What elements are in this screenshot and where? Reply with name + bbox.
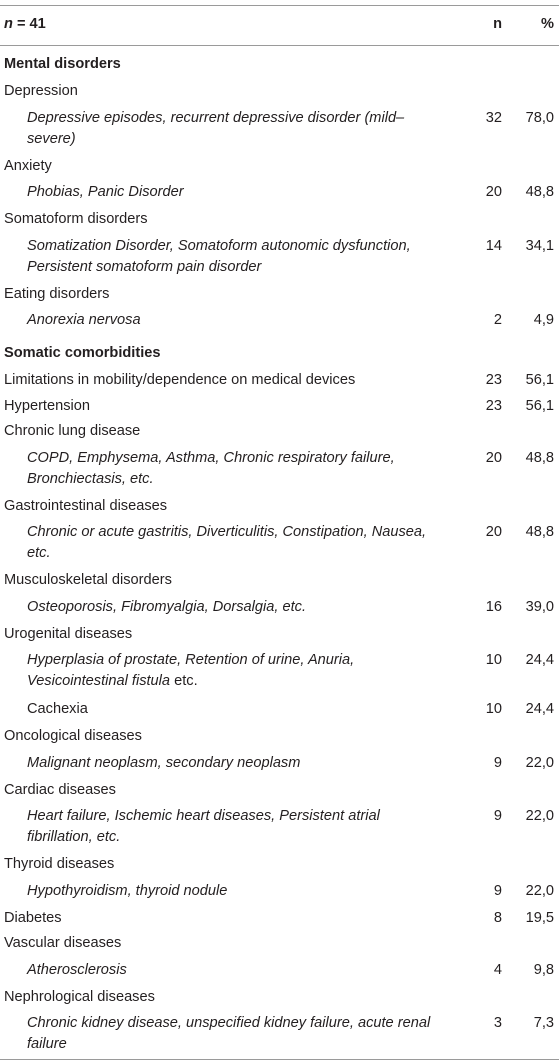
row-label-text: Limitations in mobility/dependence on medical devices: [4, 372, 356, 388]
row-pct: [502, 568, 559, 594]
row-label: [0, 985, 452, 1011]
header-col-n: n: [493, 16, 502, 32]
header-n-value: = 41: [16, 16, 46, 32]
row-n: [452, 154, 502, 180]
row-pct: [502, 207, 559, 233]
row-label-text: Hyperplasia of prostate, Retention of urine, Anuria, Vesicointestinal fistula: [27, 652, 355, 689]
row-label-text: Phobias, Panic Disorder: [27, 184, 184, 200]
row-label-text: Heart failure, Ischemic heart diseases, Persistent atrial fibrillation, etc.: [27, 808, 380, 845]
row-pct: 78,0: [525, 109, 554, 126]
category-row: [0, 154, 559, 180]
row-label-text: Malignant neoplasm, secondary neoplasm: [27, 754, 301, 771]
category-row: [0, 906, 559, 932]
row-label: [0, 647, 452, 696]
row-n: 10: [485, 652, 502, 668]
category-row: [0, 778, 559, 804]
item-row: [0, 233, 559, 282]
row-pct: [502, 494, 559, 520]
row-n: 9: [493, 754, 502, 771]
row-n: [452, 724, 502, 750]
row-n: [452, 568, 502, 594]
row-label: [0, 282, 452, 308]
row-label-text: Somatization Disorder, Somatoform autonomic dysfunction, Persistent somatoform pain disorder: [27, 237, 411, 275]
category-row: [0, 985, 559, 1011]
row-label-text: Somatoform disorders: [4, 211, 148, 227]
row-label-text: Hypertension: [4, 397, 90, 414]
row-label: [0, 906, 452, 932]
row-pct: 48,8: [525, 184, 554, 200]
row-n: 14: [485, 237, 502, 254]
row-pct: 48,8: [525, 524, 554, 540]
row-label: [0, 878, 452, 906]
row-n: 4: [493, 961, 502, 978]
header-n-var: n: [4, 16, 13, 32]
item-row: [0, 957, 559, 985]
row-pct: 48,8: [525, 449, 554, 466]
row-pct: [502, 724, 559, 750]
header-sample-size: [0, 6, 452, 46]
row-label: [0, 419, 452, 445]
row-label: [0, 519, 452, 568]
header-row: [0, 6, 559, 46]
item-row: [0, 750, 559, 778]
row-pct: [502, 282, 559, 308]
row-label: [0, 233, 452, 282]
row-label-suffix: etc.: [170, 673, 198, 689]
category-row: [0, 568, 559, 594]
row-label-text: Urogenital diseases: [4, 625, 133, 642]
row-label-text: Gastrointestinal diseases: [4, 497, 168, 514]
row-label: [0, 1010, 452, 1060]
row-pct: [502, 154, 559, 180]
row-label: [0, 445, 452, 494]
row-n: [452, 494, 502, 520]
row-n: [452, 282, 502, 308]
category-row: [0, 419, 559, 445]
item-row: [0, 1010, 559, 1060]
row-pct: 22,0: [525, 882, 554, 899]
item-row: [0, 519, 559, 568]
comorbidity-table: [0, 5, 559, 1060]
row-n: 2: [493, 312, 502, 328]
row-n: [452, 985, 502, 1011]
row-label: [0, 79, 452, 105]
item-row: [0, 307, 559, 335]
item-row: [0, 696, 559, 724]
row-n: 23: [485, 397, 502, 414]
row-n: [452, 79, 502, 105]
row-n: [452, 852, 502, 878]
row-label: [0, 750, 452, 778]
row-n: 16: [485, 598, 502, 615]
row-pct: [502, 419, 559, 445]
row-pct: 34,1: [525, 237, 554, 254]
item-row: [0, 105, 559, 154]
category-row: [0, 79, 559, 105]
category-row: [0, 724, 559, 750]
row-label-text: Cardiac diseases: [4, 781, 116, 798]
row-label: [0, 307, 452, 335]
row-n: 20: [485, 524, 502, 540]
row-label-text: Somatic comorbidities: [4, 345, 161, 361]
row-label-text: Chronic kidney disease, unspecified kidney failure, acute renal failure: [27, 1015, 431, 1052]
row-pct: 7,3: [533, 1015, 554, 1031]
row-label-text: Musculoskeletal disorders: [4, 572, 172, 588]
row-label-text: Vascular diseases: [4, 935, 122, 951]
row-label: [0, 207, 452, 233]
category-row: [0, 931, 559, 957]
row-pct: [502, 931, 559, 957]
row-label-text: Cachexia: [27, 701, 88, 717]
section-row: [0, 335, 559, 368]
row-pct: 4,9: [533, 312, 554, 328]
row-pct: [502, 852, 559, 878]
row-pct: 22,0: [525, 808, 554, 824]
row-label-text: Osteoporosis, Fibromyalgia, Dorsalgia, etc.: [27, 598, 307, 615]
row-label: [0, 568, 452, 594]
category-row: [0, 622, 559, 648]
row-pct: 56,1: [525, 372, 554, 388]
row-label-text: Oncological diseases: [4, 728, 142, 744]
row-label-text: Depression: [4, 83, 78, 99]
header-col-pct: %: [541, 16, 554, 32]
row-pct: 39,0: [525, 598, 554, 615]
item-row: [0, 445, 559, 494]
item-row: [0, 647, 559, 696]
category-row: [0, 368, 559, 394]
row-pct: 56,1: [525, 397, 554, 414]
item-row: [0, 878, 559, 906]
row-pct: 22,0: [525, 754, 554, 771]
row-pct: [502, 778, 559, 804]
row-label: [0, 335, 559, 368]
row-label-text: Depressive episodes, recurrent depressive disorder (mild–severe): [27, 109, 405, 147]
row-n: 3: [493, 1015, 502, 1031]
row-pct: [502, 622, 559, 648]
row-label: [0, 696, 452, 724]
row-label: [0, 724, 452, 750]
row-label: [0, 622, 452, 648]
item-row: [0, 179, 559, 207]
row-label-text: COPD, Emphysema, Asthma, Chronic respiratory failure, Bronchiectasis, etc.: [27, 449, 395, 487]
row-n: 8: [493, 909, 502, 926]
item-row: [0, 803, 559, 852]
row-label-text: Atherosclerosis: [27, 961, 127, 978]
row-label-text: Chronic or acute gastritis, Diverticulitis, Constipation, Nausea, etc.: [27, 524, 427, 561]
row-pct: 24,4: [525, 701, 554, 717]
row-label: [0, 778, 452, 804]
row-n: 23: [485, 372, 502, 388]
row-n: [452, 931, 502, 957]
row-pct: 24,4: [525, 652, 554, 668]
row-n: 10: [485, 701, 502, 717]
row-label: [0, 394, 452, 420]
row-label: [0, 368, 452, 394]
table-header: [0, 6, 559, 46]
category-row: [0, 494, 559, 520]
row-n: [452, 207, 502, 233]
row-label-text: Thyroid diseases: [4, 856, 115, 872]
row-label-text: Hypothyroidism, thyroid nodule: [27, 882, 228, 899]
row-n: 20: [485, 184, 502, 200]
row-n: 9: [493, 808, 502, 824]
row-label: [0, 594, 452, 622]
category-row: [0, 282, 559, 308]
row-pct: 19,5: [525, 909, 554, 926]
category-row: [0, 207, 559, 233]
row-label-text: Mental disorders: [4, 56, 121, 72]
section-row: [0, 46, 559, 80]
category-row: [0, 394, 559, 420]
row-label-text: Nephrological diseases: [4, 988, 155, 1005]
row-label: [0, 494, 452, 520]
row-label: [0, 931, 452, 957]
row-label: [0, 957, 452, 985]
row-pct: 9,8: [533, 961, 554, 978]
row-pct: [502, 985, 559, 1011]
row-n: [452, 778, 502, 804]
row-label-text: Anxiety: [4, 157, 52, 174]
item-row: [0, 594, 559, 622]
row-label: [0, 803, 452, 852]
row-pct: [502, 79, 559, 105]
category-row: [0, 852, 559, 878]
row-n: 20: [485, 449, 502, 466]
row-label: [0, 154, 452, 180]
row-label: [0, 46, 559, 80]
row-n: 32: [485, 109, 502, 126]
row-label-text: Chronic lung disease: [4, 423, 141, 439]
row-label: [0, 852, 452, 878]
row-n: [452, 419, 502, 445]
table-body: [0, 46, 559, 1060]
row-label: [0, 179, 452, 207]
row-label: [0, 105, 452, 154]
row-label-text: Anorexia nervosa: [27, 312, 141, 328]
row-label-text: Diabetes: [4, 909, 62, 926]
row-label-text: Eating disorders: [4, 285, 110, 302]
row-n: 9: [493, 882, 502, 899]
row-n: [452, 622, 502, 648]
